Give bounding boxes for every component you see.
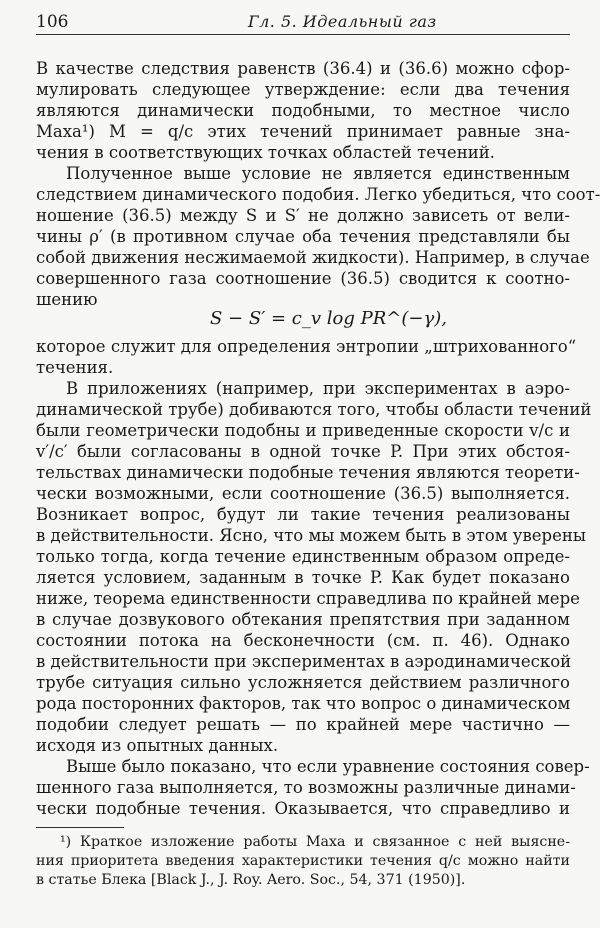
text-line: которое служит для определения энтропии „штрихованного“ (36, 337, 577, 356)
text-line: Возникает вопрос, будут ли такие течения реализованы (36, 505, 570, 524)
text-line: в действительности. Ясно, что мы можем быть в этом уверены (36, 526, 587, 545)
text-line: Маха¹) M = q/c этих течений принимает равные зна- (36, 122, 570, 141)
text-line: течения. (36, 358, 114, 377)
running-title: Гл. 5. Идеальный газ (248, 12, 437, 31)
footnote-line: в статье Блека [Black J., J. Roy. Aero. Soc., 54, 371 (1950)]. (36, 872, 466, 888)
text-line: чения в соответствующих точках областей течений. (36, 143, 495, 162)
text-line: собой движения несжимаемой жидкости). Например, в случае (36, 248, 590, 267)
text-line: чески подобные течения. Оказывается, что справедливо и (36, 799, 570, 818)
text-line: чески возможными, если соотношение (36.5) выполняется. (36, 484, 570, 503)
text-line: В приложениях (например, при экспериментах в аэро- (66, 379, 570, 398)
text-line: В качестве следствия равенств (36.4) и (36.6) можно сфор- (36, 59, 570, 78)
footnote-rule (36, 827, 124, 828)
text-line: шенного газа выполняется, то возможны различные динами- (36, 778, 576, 797)
text-line: ниже, теорема единственности справедлива по крайней мере (36, 589, 580, 608)
text-line: мулировать следующее утверждение: если два течения (36, 80, 570, 99)
footnote-line: ¹) Краткое изложение работы Маха и связанное с ней выяснe- (60, 834, 570, 850)
text-line: шению (36, 290, 98, 309)
text-line: трубе ситуация сильно усложняется действием различного (36, 673, 570, 692)
text-line: в действительности при экспериментах в аэродинамической (36, 652, 572, 671)
text-line: в случае дозвукового обтекания препятствия при заданном (36, 610, 570, 629)
text-line: Полученное выше условие не является единственным (66, 164, 570, 183)
text-line: v′/c′ были согласованы в одной точке P. При этих обстоя- (36, 442, 570, 461)
text-line: подобии следует решать — по крайней мере частично — (36, 715, 570, 734)
text-line: чины ρ′ (в противном случае оба течения представляли бы (36, 227, 570, 246)
text-line: исходя из опытных данных. (36, 736, 279, 755)
text-line: следствием динамического подобия. Легко убедиться, что соот- (36, 185, 600, 204)
text-line: рода посторонних факторов, так что вопрос о динамическом (36, 694, 571, 713)
text-line: являются динамически подобными, то местное число (36, 101, 570, 120)
text-line: состоянии потока на бесконечности (см. п. 46). Однако (36, 631, 570, 650)
text-line: были геометрически подобны и приведенные скорости v/c и (36, 421, 570, 440)
text-line: ношение (36.5) между S и S′ не должно зависеть от вели- (36, 206, 570, 225)
text-line: только тогда, когда течение единственным образом опреде- (36, 547, 570, 566)
page-header (36, 10, 570, 35)
page-number: 106 (36, 12, 69, 32)
entropy-formula: S − S′ = c_v log PR^(−γ), (210, 308, 447, 329)
text-line: Выше было показано, что если уравнение состояния совер- (66, 757, 590, 776)
text-line: совершенного газа соотношение (36.5) сводится к соотно- (36, 269, 570, 288)
text-line: тельствах динамически подобные течения являются теорети- (36, 463, 580, 482)
footnote-line: ния приоритета введения характеристики течения q/c можно найти (36, 853, 570, 869)
text-line: ляется условием, заданным в точке P. Как будет показано (36, 568, 570, 587)
text-line: динамической трубе) добиваются того, чтобы области течений (36, 400, 592, 419)
